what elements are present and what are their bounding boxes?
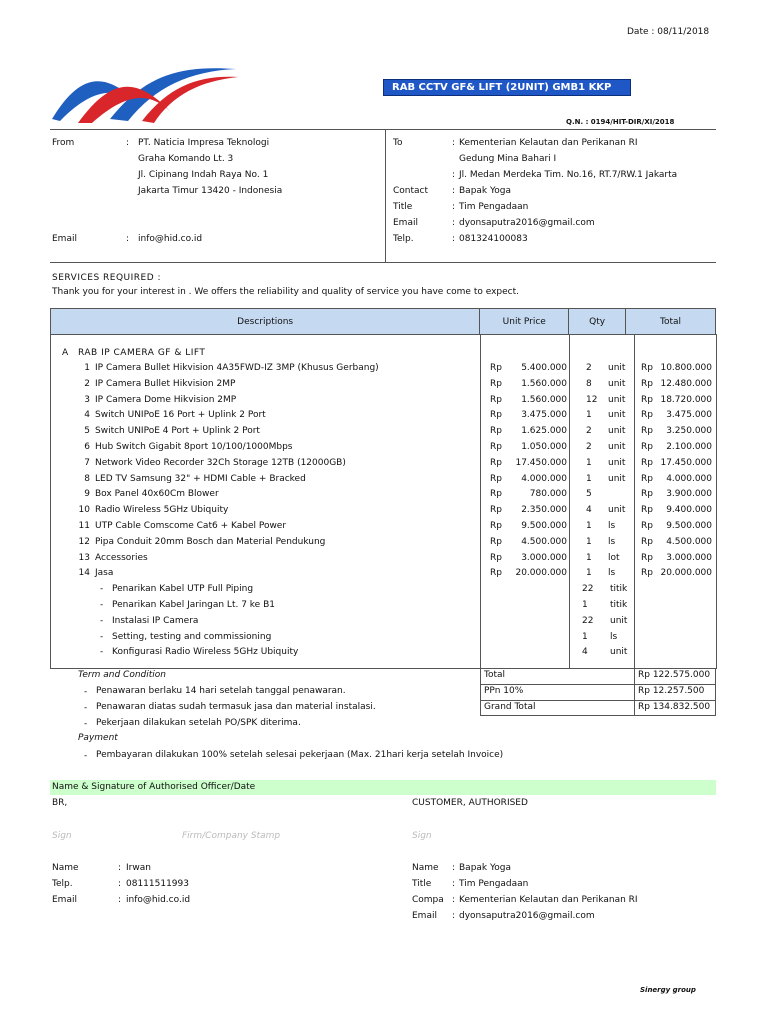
from-label: From [52, 138, 75, 148]
item-unit: unit [608, 426, 626, 436]
item-description: Switch UNIPoE 16 Port + Uplink 2 Port [95, 410, 266, 420]
subitem-qty: 22 [582, 616, 594, 626]
terms-heading: Term and Condition [78, 670, 166, 680]
subitem-qty: 1 [582, 632, 588, 642]
item-price-currency: Rp [490, 521, 502, 531]
item-number: 9 [84, 489, 90, 499]
item-unit-price: 1.625.000 [521, 426, 567, 436]
item-number: 4 [84, 410, 90, 420]
sig-left-name: Irwan [126, 863, 151, 873]
item-unit: unit [608, 395, 626, 405]
item-price-currency: Rp [490, 505, 502, 515]
signature-right-head: CUSTOMER, AUTHORISED [412, 798, 528, 808]
subitem-description: Konfigurasi Radio Wireless 5GHz Ubiquity [112, 647, 299, 657]
item-total-currency: Rp [641, 395, 653, 405]
item-unit-price: 9.500.000 [521, 521, 567, 531]
item-qty: 2 [586, 442, 592, 452]
item-qty: 2 [586, 363, 592, 373]
item-unit: unit [608, 442, 626, 452]
item-unit: unit [608, 363, 626, 373]
item-unit: ls [608, 568, 616, 578]
to-line: Kementerian Kelautan dan Perikanan RI [459, 138, 638, 148]
item-unit: unit [608, 379, 626, 389]
item-description: Radio Wireless 5GHz Ubiquity [95, 505, 229, 515]
item-unit-price: 1.050.000 [521, 442, 567, 452]
sig-colon: : [452, 895, 456, 905]
subitem-description: Penarikan Kabel Jaringan Lt. 7 ke B1 [112, 600, 275, 610]
item-price-currency: Rp [490, 442, 502, 452]
subitem-description: Penarikan Kabel UTP Full Piping [112, 584, 254, 594]
company-logo [50, 65, 240, 125]
item-total: 4.500.000 [666, 537, 712, 547]
to-telp-label: Telp. [393, 234, 414, 244]
payment-item: Pembayaran dilakukan 100% setelah selesai pekerjaan (Max. 21hari kerja setelah Invoice) [96, 750, 504, 760]
from-email-colon: : [126, 234, 130, 244]
terms-bullet: - [84, 703, 88, 713]
subitem-dash: - [100, 647, 104, 657]
table-left-border [50, 334, 51, 669]
sig-colon: : [452, 879, 456, 889]
item-qty: 1 [586, 521, 592, 531]
item-number: 8 [84, 474, 90, 484]
from-email[interactable]: info@hid.co.id [138, 234, 203, 244]
summary-grand-label: Grand Total [484, 702, 536, 712]
item-total: 3.000.000 [666, 553, 712, 563]
sig-left-email[interactable]: info@hid.co.id [126, 895, 191, 905]
item-total-currency: Rp [641, 537, 653, 547]
sig-right-title: Tim Pengadaan [459, 879, 529, 889]
header-bottom-rule [50, 262, 716, 263]
to-colon: : [452, 186, 456, 196]
services-intro: Thank you for your interest in . We offers the reliability and quality of service you have come to expect. [52, 287, 520, 297]
term-item: Penawaran berlaku 14 hari setelah tanggal penawaran. [96, 686, 346, 696]
item-price-currency: Rp [490, 474, 502, 484]
table-col-divider [480, 334, 481, 715]
table-bottom-rule [50, 668, 480, 669]
to-label: To [393, 138, 403, 148]
item-total-currency: Rp [641, 426, 653, 436]
item-description: Hub Switch Gigabit 8port 10/100/1000Mbps [95, 442, 293, 452]
section-letter: A [62, 348, 69, 358]
item-qty: 1 [586, 458, 592, 468]
item-description: IP Camera Dome Hikvision 2MP [95, 395, 237, 405]
sig-right-name: Bapak Yoga [459, 863, 512, 873]
item-total-currency: Rp [641, 442, 653, 452]
item-unit: lot [608, 553, 620, 563]
item-total: 9.500.000 [666, 521, 712, 531]
signature-bar-label: Name & Signature of Authorised Officer/Date [52, 782, 256, 792]
from-email-label: Email [52, 234, 77, 244]
to-colon: : [452, 202, 456, 212]
table-col-divider [634, 334, 635, 715]
to-line: Gedung Mina Bahari I [459, 154, 557, 164]
col-total: Total [626, 309, 716, 335]
term-item: Penawaran diatas sudah termasuk jasa dan material instalasi. [96, 702, 376, 712]
item-price-currency: Rp [490, 537, 502, 547]
subitem-unit: ls [610, 632, 618, 642]
summary-rule [480, 700, 716, 701]
sig-right-email[interactable]: dyonsaputra2016@gmail.com [459, 911, 595, 921]
section-title: RAB IP CAMERA GF & LIFT [78, 348, 206, 358]
item-total: 2.100.000 [666, 442, 712, 452]
item-unit: ls [608, 521, 616, 531]
item-number: 3 [84, 395, 90, 405]
item-total: 17.450.000 [660, 458, 712, 468]
item-price-currency: Rp [490, 363, 502, 373]
summary-ppn-label: PPn 10% [484, 686, 524, 696]
item-price-currency: Rp [490, 395, 502, 405]
signature-left-head: BR, [52, 798, 68, 808]
to-telp: 081324100083 [459, 234, 528, 244]
item-price-currency: Rp [490, 568, 502, 578]
item-number: 11 [78, 521, 90, 531]
sig-colon: : [118, 879, 122, 889]
item-total: 18.720.000 [660, 395, 712, 405]
item-qty: 1 [586, 568, 592, 578]
subitem-unit: unit [610, 647, 628, 657]
col-unit-price: Unit Price [480, 309, 569, 335]
item-total-currency: Rp [641, 489, 653, 499]
item-number: 14 [78, 568, 90, 578]
to-line: Jl. Medan Merdeka Tim. No.16, RT.7/RW.1 Jakarta [459, 170, 678, 180]
header-top-rule [50, 129, 716, 130]
item-unit-price: 4.500.000 [521, 537, 567, 547]
sig-left-label: Name [52, 863, 79, 873]
services-heading: SERVICES REQUIRED : [52, 273, 162, 283]
item-description: IP Camera Bullet Hikvision 4A35FWD-IZ 3MP (Khusus Gerbang) [95, 363, 379, 373]
item-total: 4.000.000 [666, 474, 712, 484]
item-description: Jasa [95, 568, 114, 578]
item-total-currency: Rp [641, 458, 653, 468]
sign-placeholder: Sign [52, 831, 72, 841]
item-total-currency: Rp [641, 521, 653, 531]
item-price-currency: Rp [490, 553, 502, 563]
sig-colon: : [118, 863, 122, 873]
item-unit-price: 5.400.000 [521, 363, 567, 373]
item-unit-price: 20.000.000 [515, 568, 567, 578]
item-description: IP Camera Bullet Hikvision 2MP [95, 379, 236, 389]
item-number: 5 [84, 426, 90, 436]
item-total: 20.000.000 [660, 568, 712, 578]
col-descriptions: Descriptions [51, 309, 480, 335]
item-price-currency: Rp [490, 458, 502, 468]
item-unit: unit [608, 410, 626, 420]
item-total: 12.480.000 [660, 379, 712, 389]
to-email-label: Email [393, 218, 418, 228]
terms-bullet: - [84, 751, 88, 761]
item-number: 13 [78, 553, 90, 563]
to-colon: : [452, 218, 456, 228]
sig-colon: : [452, 911, 456, 921]
item-number: 2 [84, 379, 90, 389]
subitem-qty: 4 [582, 647, 588, 657]
sig-right-label: Compa [412, 895, 444, 905]
subitem-qty: 22 [582, 584, 594, 594]
item-unit-price: 3.000.000 [521, 553, 567, 563]
item-number: 10 [78, 505, 90, 515]
item-total-currency: Rp [641, 553, 653, 563]
to-title: Tim Pengadaan [459, 202, 529, 212]
item-qty: 2 [586, 426, 592, 436]
sig-right-label: Email [412, 911, 437, 921]
summary-total-value: Rp 122.575.000 [638, 670, 711, 680]
footer-brand: Sinergy group [640, 986, 696, 994]
subitem-description: Setting, testing and commissioning [112, 632, 272, 642]
item-unit-price: 1.560.000 [521, 395, 567, 405]
item-number: 12 [78, 537, 90, 547]
col-qty: Qty [569, 309, 626, 335]
item-total: 10.800.000 [660, 363, 712, 373]
item-qty: 1 [586, 553, 592, 563]
sig-right-label: Title [412, 879, 432, 889]
table-right-border [716, 334, 717, 669]
item-qty: 1 [586, 410, 592, 420]
from-line: PT. Naticia Impresa Teknologi [138, 138, 270, 148]
summary-total-label: Total [484, 670, 506, 680]
to-contact-label: Contact [393, 186, 429, 196]
item-qty: 12 [586, 395, 598, 405]
document-date: Date : 08/11/2018 [627, 27, 710, 37]
item-description: UTP Cable Comscome Cat6 + Kabel Power [95, 521, 287, 531]
summary-ppn-value: Rp 12.257.500 [638, 686, 705, 696]
item-unit-price: 1.560.000 [521, 379, 567, 389]
item-price-currency: Rp [490, 489, 502, 499]
item-description: LED TV Samsung 32" + HDMI Cable + Bracked [95, 474, 306, 484]
item-total-currency: Rp [641, 410, 653, 420]
subitem-description: Instalasi IP Camera [112, 616, 199, 626]
item-description: Box Panel 40x60Cm Blower [95, 489, 219, 499]
sig-left-label: Telp. [52, 879, 73, 889]
item-qty: 8 [586, 379, 592, 389]
item-price-currency: Rp [490, 379, 502, 389]
subitem-dash: - [100, 616, 104, 626]
quotation-number: Q.N. : 0194/HIT-DIR/XI/2018 [566, 118, 675, 126]
to-title-label: Title [393, 202, 413, 212]
to-email[interactable]: dyonsaputra2016@gmail.com [459, 218, 595, 228]
item-unit: ls [608, 537, 616, 547]
to-contact: Bapak Yoga [459, 186, 512, 196]
item-total-currency: Rp [641, 363, 653, 373]
to-colon: : [452, 138, 456, 148]
item-description: Network Video Recorder 32Ch Storage 12TB (12000GB) [95, 458, 346, 468]
item-unit: unit [608, 474, 626, 484]
sig-left-label: Email [52, 895, 77, 905]
item-qty: 1 [586, 474, 592, 484]
item-total-currency: Rp [641, 505, 653, 515]
item-total: 3.475.000 [666, 410, 712, 420]
term-item: Pekerjaan dilakukan setelah PO/SPK diterima. [96, 718, 301, 728]
payment-heading: Payment [78, 733, 118, 743]
stamp-placeholder: Firm/Company Stamp [182, 831, 281, 841]
item-description: Accessories [95, 553, 148, 563]
item-qty: 1 [586, 537, 592, 547]
item-price-currency: Rp [490, 426, 502, 436]
item-unit-price: 17.450.000 [515, 458, 567, 468]
from-line: Jakarta Timur 13420 - Indonesia [138, 186, 283, 196]
sign-placeholder-right: Sign [412, 831, 432, 841]
from-line: Graha Komando Lt. 3 [138, 154, 234, 164]
subitem-unit: unit [610, 616, 628, 626]
subitem-unit: titik [610, 600, 628, 610]
item-price-currency: Rp [490, 410, 502, 420]
document-title: RAB CCTV GF& LIFT (2UNIT) GMB1 KKP [383, 79, 631, 96]
item-description: Switch UNIPoE 4 Port + Uplink 2 Port [95, 426, 260, 436]
item-total-currency: Rp [641, 474, 653, 484]
terms-bullet: - [84, 719, 88, 729]
item-description: Pipa Conduit 20mm Bosch dan Material Pendukung [95, 537, 326, 547]
table-col-divider [569, 334, 570, 669]
item-unit-price: 2.350.000 [521, 505, 567, 515]
item-total: 3.250.000 [666, 426, 712, 436]
item-number: 6 [84, 442, 90, 452]
from-colon: : [126, 138, 130, 148]
subitem-dash: - [100, 632, 104, 642]
sig-left-telp: 08111511993 [126, 879, 189, 889]
to-colon: : [452, 170, 456, 180]
subitem-dash: - [100, 600, 104, 610]
subitem-dash: - [100, 584, 104, 594]
subitem-qty: 1 [582, 600, 588, 610]
item-qty: 5 [586, 489, 592, 499]
item-unit-price: 780.000 [529, 489, 567, 499]
from-line: Jl. Cipinang Indah Raya No. 1 [138, 170, 269, 180]
header-divider [385, 129, 386, 262]
to-colon: : [452, 234, 456, 244]
summary-grand-value: Rp 134.832.500 [638, 702, 711, 712]
item-qty: 4 [586, 505, 592, 515]
item-total-currency: Rp [641, 379, 653, 389]
item-unit-price: 3.475.000 [521, 410, 567, 420]
item-unit: unit [608, 458, 626, 468]
item-unit-price: 4.000.000 [521, 474, 567, 484]
terms-bullet: - [84, 687, 88, 697]
summary-rule [480, 684, 716, 685]
item-number: 1 [84, 363, 90, 373]
sig-colon: : [452, 863, 456, 873]
sig-right-label: Name [412, 863, 439, 873]
item-number: 7 [84, 458, 90, 468]
item-total-currency: Rp [641, 568, 653, 578]
item-unit: unit [608, 505, 626, 515]
item-total: 9.400.000 [666, 505, 712, 515]
sig-right-company: Kementerian Kelautan dan Perikanan RI [459, 895, 638, 905]
item-total: 3.900.000 [666, 489, 712, 499]
items-table-header [50, 308, 716, 335]
subitem-unit: titik [610, 584, 628, 594]
sig-colon: : [118, 895, 122, 905]
